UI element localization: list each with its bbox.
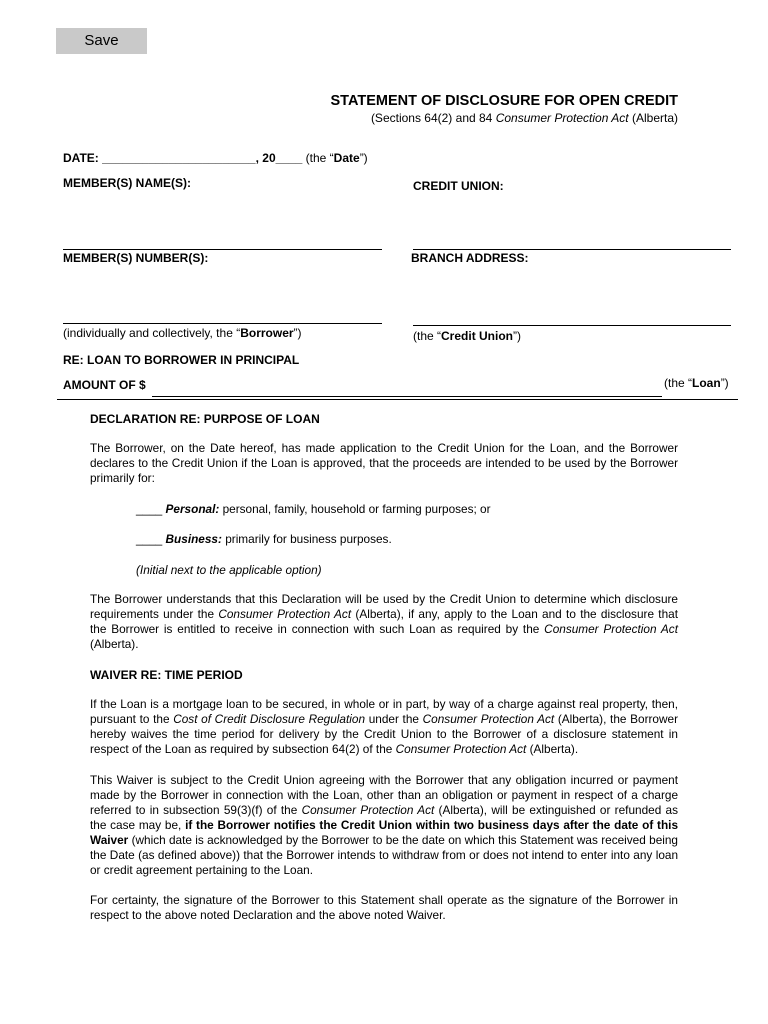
loan-note-suffix: ”)	[720, 376, 729, 390]
credit-union-field[interactable]	[413, 249, 731, 250]
business-initial-blank[interactable]: ____	[136, 532, 166, 546]
declaration-heading: DECLARATION RE: PURPOSE OF LOAN	[90, 412, 320, 426]
members-name-label: MEMBER(S) NAME(S):	[63, 176, 191, 190]
date-row	[63, 149, 368, 167]
credit-union-definition	[413, 329, 521, 343]
document-title: STATEMENT OF DISCLOSURE FOR OPEN CREDIT	[330, 93, 678, 109]
loan-term: Loan	[692, 376, 721, 390]
subtitle-prefix: (Sections 64(2) and 84	[370, 111, 496, 125]
waiver-p1-act-1: Consumer Protection Act	[422, 712, 555, 726]
decl-p2-part-c: (Alberta).	[90, 637, 139, 651]
document-subtitle	[371, 111, 678, 125]
date-note	[302, 151, 367, 165]
waiver-p2-act: Consumer Protection Act	[301, 803, 435, 817]
subtitle-suffix: (Alberta)	[628, 111, 678, 125]
subtitle-act-name: Consumer Protection Act	[495, 111, 629, 125]
members-number-field[interactable]	[63, 323, 382, 324]
date-field-label[interactable]: DATE: _______________________, 20____	[63, 151, 303, 165]
waiver-p2-part-c: (which date is acknowledged by the Borrower to be the date on which this Statement was received being the Date (as defined above)) that the Borrower intends to withdraw from or does not intend to enter into any loan or credit agreement pertaining to the Loan.	[90, 833, 678, 877]
decl-p2-part-a: The Borrower understands that this Declaration will be used by the Credit Union to determine which disclosure requirements under the	[90, 592, 678, 621]
section-divider	[57, 399, 738, 400]
waiver-paragraph-1	[90, 697, 678, 757]
waiver-p1-regulation: Cost of Credit Disclosure Regulation	[173, 712, 366, 726]
waiver-p2-part-a: This Waiver is subject to the Credit Union agreeing with the Borrower that any obligation incurred or payment made by the Borrower in connection with the Loan, other than an obligation or payment in respect of a charge referred to in subsection 59(3)(f) of the	[90, 773, 678, 817]
credit-union-note-prefix: (the “	[413, 329, 442, 343]
loan-note-prefix: (the “	[664, 376, 693, 390]
borrower-note-prefix: (individually and collectively, the “	[63, 326, 241, 340]
amount-field[interactable]	[152, 396, 662, 397]
declaration-intro: The Borrower, on the Date hereof, has made application to the Credit Union for the Loan, and the Borrower declares to the Credit Union if the Loan is approved, that the proceeds are intended to be used by the Borrower primarily for:	[90, 441, 678, 485]
personal-text: personal, family, household or farming purposes; or	[219, 502, 491, 516]
branch-address-field[interactable]	[413, 325, 731, 326]
borrower-term: Borrower	[240, 326, 294, 340]
waiver-p1-part-b: under the	[365, 712, 423, 726]
business-term: Business:	[165, 532, 222, 546]
personal-term: Personal:	[165, 502, 220, 516]
declaration-paragraph-2	[90, 592, 678, 652]
personal-initial-blank[interactable]: ____	[136, 502, 166, 516]
date-note-prefix: (the “	[302, 151, 334, 165]
initial-note	[136, 563, 322, 577]
re-loan-label: RE: LOAN TO BORROWER IN PRINCIPAL	[63, 353, 300, 367]
members-number-label: MEMBER(S) NUMBER(S):	[63, 251, 209, 265]
waiver-p1-part-a: If the Loan is a mortgage loan to be secured, in whole or in part, by way of a charge against real property, then, pursuant to the	[90, 697, 678, 726]
date-note-term: Date	[333, 151, 360, 165]
borrower-definition	[63, 326, 302, 340]
waiver-p1-act-2: Consumer Protection Act	[395, 742, 527, 756]
waiver-p2-part-b: (Alberta), will be extinguished or refunded as the case may be,	[90, 803, 678, 832]
waiver-p2-bold-condition: if the Borrower notifies the Credit Union within two business days after the date of this Waiver	[90, 818, 678, 847]
waiver-p1-part-c: (Alberta), the Borrower hereby waives the time period for delivery by the Credit Union to the Borrower of a disclosure statement in respect of the Loan as required by subsection 64(2) of the	[90, 712, 679, 756]
waiver-paragraph-3: For certainty, the signature of the Borrower to this Statement shall operate as the signature of the Borrower in respect to the above noted Declaration and the above noted Waiver.	[90, 893, 678, 922]
waiver-paragraph-2	[90, 773, 678, 878]
credit-union-term: Credit Union	[441, 329, 514, 343]
amount-label: AMOUNT OF $	[63, 378, 146, 392]
business-option	[136, 532, 392, 546]
save-button[interactable]: Save	[56, 28, 147, 54]
waiver-heading: WAIVER RE: TIME PERIOD	[90, 668, 243, 682]
date-note-suffix: ”)	[359, 151, 368, 165]
credit-union-label: CREDIT UNION:	[413, 179, 504, 193]
credit-union-note-suffix: ”)	[513, 329, 522, 343]
members-name-field[interactable]	[63, 249, 382, 250]
waiver-p1-part-d: (Alberta).	[526, 742, 579, 756]
business-text: primarily for business purposes.	[221, 532, 392, 546]
personal-option	[136, 502, 491, 516]
borrower-note-suffix: ”)	[293, 326, 302, 340]
initial-note-text: (Initial next to the applicable option)	[136, 563, 322, 577]
branch-address-label: BRANCH ADDRESS:	[411, 251, 529, 265]
loan-definition	[664, 376, 729, 390]
decl-p2-part-b: (Alberta), if any, apply to the Loan and to the disclosure that the Borrower is entitled to receive in connection with such Loan as required by the	[90, 607, 678, 636]
decl-p2-act-2: Consumer Protection Act	[544, 622, 678, 636]
decl-p2-act-1: Consumer Protection Act	[218, 607, 352, 621]
